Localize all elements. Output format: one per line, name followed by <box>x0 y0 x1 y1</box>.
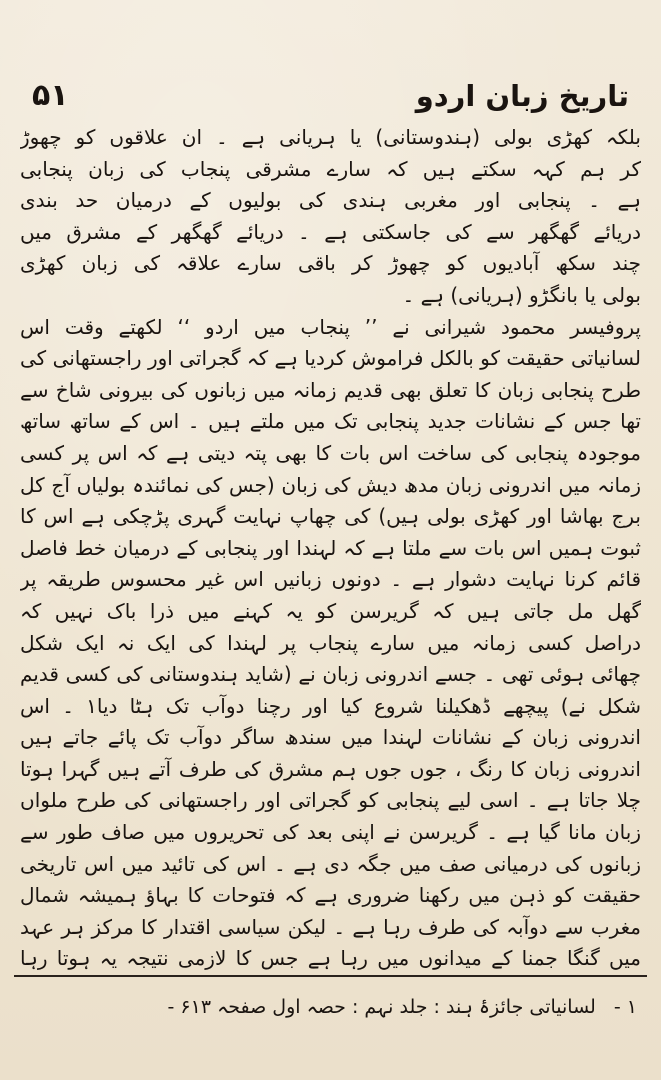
page-number: ۵۱ <box>32 78 69 113</box>
footnote-marker: ۱ - <box>613 996 637 1018</box>
text-line: حقیقت کو ذہن میں رکھنا ضروری ہے کہ فتوحات کا بہاؤ ہمیشہ شمال <box>20 883 641 908</box>
text-line: شکل نے) پیچھے ڈھکیلنا شروع کیا اور رچنا دوآب تک ہٹا دیا۱ ۔ اس <box>20 693 641 718</box>
text-line: پروفیسر محمود شیرانی نے ’’ پنجاب میں اردو ‘‘ لکھتے وقت اس <box>20 314 641 339</box>
text-line: زمانہ میں اندرونی زبان مدھ دیش کی زبان (جس کی نمائندہ بولیاں آج کل <box>20 472 641 497</box>
text-line: اندرونی زبان کا رنگ ، جوں جوں ہم مشرق کی طرف آتے ہیں گہرا ہوتا <box>20 756 641 781</box>
book-title: تاریخ زبان اردو <box>415 79 629 113</box>
footnote-text: لسانیاتی جائزۂ ہند : جلد نہم : حصہ اول صفحہ ۶۱۳ - <box>167 996 596 1018</box>
footnote <box>104 992 637 1022</box>
text-line: زبان مانا گیا ہے ۔ گریرسن نے اپنی بعد کی تحریروں میں صاف طور سے <box>20 820 641 845</box>
text-line: دریائے گھگھر سے کی جاسکتی ہے ۔ دریائے گھگھر کے مشرق میں <box>20 219 641 244</box>
text-line: برج بھاشا اور کھڑی بولی ہیں) کی چھاپ نہایت گہری پڑچکی ہے اس کا <box>20 504 641 529</box>
text-line: چند سکھ آبادیوں کو چھوڑ کر باقی سارے علاقہ کی زبان کھڑی <box>20 251 641 276</box>
text-line: مغرب سے دوآبہ کی طرف رہا ہے ۔ لیکن سیاسی اقتدار کا مرکز ہر عہد <box>20 914 641 939</box>
running-header <box>26 76 635 120</box>
text-line: ثبوت ہمیں اس بات سے ملتا ہے کہ لہندا اور پنجابی کے درمیان خط فاصل <box>20 535 641 560</box>
text-line: چھائی ہوئی تھی ۔ جسے اندرونی زبان نے (شاید ہندوستانی کی کسی قدیم <box>20 662 641 687</box>
text-line: قائم کرنا نہایت دشوار ہے ۔ دونوں زبانیں اس غیر محسوس طریقہ پر <box>20 567 641 592</box>
text-line: لسانیاتی حقیقت کو بالکل فراموش کردیا ہے کہ گجراتی اور راجستھانی کی <box>20 346 641 371</box>
text-line: موجودہ پنجابی کی ساخت اس بات کا بھی پتہ دیتی ہے کہ اس پر کسی <box>20 440 641 465</box>
body-text <box>20 122 641 975</box>
footnote-divider <box>14 975 647 977</box>
text-line: میں گنگا جمنا کے میدانوں میں رہا ہے جس کا لازمی نتیجہ یہ ہوتا رہا <box>20 946 641 971</box>
text-line: طرح پنجابی زبان کا تعلق بھی قدیم زمانہ میں زبانوں کی بیرونی شاخ سے <box>20 377 641 402</box>
text-line: گھل مل جاتی ہیں کہ گریرسن کو یہ کہنے میں ذرا باک نہیں کہ <box>20 598 641 623</box>
text-line: بولی یا بانگڑو (ہریانی) ہے ۔ <box>402 282 641 307</box>
text-line: اندرونی زبان کے نشانات لہندا میں سندھ ساگر دوآب تک پائے جاتے ہیں <box>20 725 641 750</box>
text-line: چلا جاتا ہے ۔ اسی لیے پنجابی کو گجراتی اور راجستھانی کی طرح ملواں <box>20 788 641 813</box>
text-line: کر ہم کہہ سکتے ہیں کہ سارے مشرقی پنجاب کی زبان پنجابی <box>20 156 641 181</box>
text-line: زبانوں کی درمیانی صف میں جگہ دی ہے ۔ اس کی تائید میں اس تاریخی <box>20 851 641 876</box>
text-line: ہے ۔ پنجابی اور مغربی ہندی کی بولیوں کے درمیان حد بندی <box>20 188 641 213</box>
text-line: بلکہ کھڑی بولی (ہندوستانی) یا ہریانی ہے ۔ ان علاقوں کو چھوڑ <box>20 125 641 149</box>
text-line: تھا جس کے نشانات جدید پنجابی تک میں ملتے ہیں ۔ اس کے ساتھ ساتھ <box>20 409 641 434</box>
text-line: دراصل کسی زمانہ میں سارے پنجاب پر لہندا کی ایک نہ ایک شکل <box>20 630 641 655</box>
